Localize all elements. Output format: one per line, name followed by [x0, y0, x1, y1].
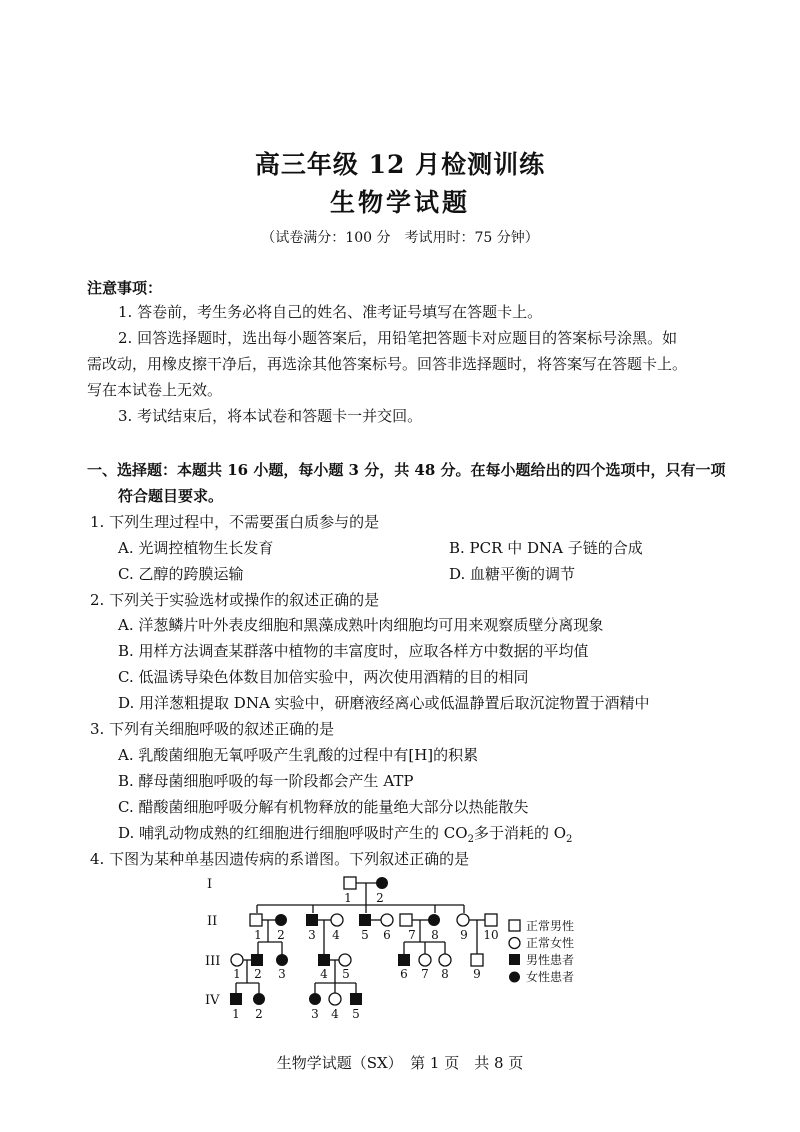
individual-number: 1 — [344, 891, 352, 905]
legend-normal-female: 正常女性 — [526, 936, 575, 950]
individual-number: 1 — [254, 928, 262, 942]
individual-number: 6 — [383, 928, 391, 942]
individual-number: 1 — [233, 967, 241, 981]
notice-item-2-line-2: 需改动，用橡皮擦干净后，再选涂其他答案标号。回答非选择题时，将答案写在答题卡上。 — [87, 355, 688, 373]
individual-number: 5 — [361, 928, 369, 942]
individual-number: 5 — [352, 1007, 360, 1021]
notice-item-3: 3. 考试结束后，将本试卷和答题卡一并交回。 — [118, 407, 423, 425]
individual-number: 2 — [277, 928, 285, 942]
question-4-stem: 4. 下图为某种单基因遗传病的系谱图。下列叙述正确的是 — [90, 850, 470, 868]
individual-number: 10 — [483, 928, 499, 942]
individual-number: 2 — [255, 1007, 263, 1021]
legend-affected-female: 女性患者 — [526, 970, 575, 984]
individual-number: 2 — [254, 967, 262, 981]
individual-number: 4 — [320, 967, 328, 981]
question-3-option-d: D. 哺乳动物成熟的红细胞进行细胞呼吸时产生的 $CO_2$多于消耗的 $O_2$ — [118, 824, 573, 845]
individual-number: 6 — [400, 967, 408, 981]
question-3-option-c: C. 醋酸菌细胞呼吸分解有机物释放的能量绝大部分以热能散失 — [118, 798, 529, 816]
generation-label: IV — [205, 993, 220, 1008]
question-3-option-b: B. 酵母菌细胞呼吸的每一阶段都会产生 ATP — [118, 772, 414, 790]
notice-item-2-line-1: 2. 回答选择题时，选出每小题答案后，用铅笔把答题卡对应题目的答案标号涂黑。如 — [118, 329, 678, 347]
individual-number: 8 — [441, 967, 449, 981]
section-heading-line-2: 符合题目要求。 — [118, 487, 224, 505]
individual-number: 5 — [342, 967, 350, 981]
notice-item-1: 1. 答卷前，考生务必将自己的姓名、准考证号填写在答题卡上。 — [118, 303, 543, 321]
exam-meta: （试卷满分：100 分 考试用时：75 分钟） — [261, 230, 539, 246]
individual-number: 1 — [232, 1007, 240, 1021]
individual-number: 3 — [308, 928, 316, 942]
individual-number: 4 — [331, 1007, 339, 1021]
section-heading-line-1: 一、选择题：本题共 16 小题，每小题 3 分，共 48 分。在每小题给出的四个选项中，只有一项 — [87, 461, 726, 479]
question-3-stem: 3. 下列有关细胞呼吸的叙述正确的是 — [90, 720, 335, 738]
question-3-option-a: A. 乳酸菌细胞无氧呼吸产生乳酸的过程中有[H]的积累 — [118, 746, 479, 764]
legend-affected-male: 男性患者 — [526, 953, 575, 967]
question-1-stem: 1. 下列生理过程中，不需要蛋白质参与的是 — [90, 513, 380, 531]
subject-title: 生物学试题 — [329, 188, 470, 217]
individual-number: 3 — [278, 967, 286, 981]
individual-number: 3 — [311, 1007, 319, 1021]
question-2-option-b: B. 用样方法调查某群落中植物的丰富度时，应取各样方中数据的平均值 — [118, 642, 589, 660]
question-1-option-b: B. PCR 中 DNA 子链的合成 — [449, 539, 643, 557]
notice-heading: 注意事项： — [87, 279, 163, 297]
individual-number: 9 — [473, 967, 481, 981]
legend-normal-male: 正常男性 — [526, 919, 575, 933]
individual-number: 2 — [376, 891, 384, 905]
individual-number: 4 — [332, 928, 340, 942]
notice-item-2-line-3: 写在本试卷上无效。 — [87, 381, 223, 399]
question-2-option-c: C. 低温诱导染色体数目加倍实验中，两次使用酒精的目的相同 — [118, 668, 529, 686]
question-1-option-c: C. 乙醇的跨膜运输 — [118, 565, 244, 583]
question-2-stem: 2. 下列关于实验选材或操作的叙述正确的是 — [90, 591, 380, 609]
generation-label: II — [207, 914, 218, 929]
individual-number: 9 — [460, 928, 468, 942]
page-footer: 生物学试题（SX） 第 1 页 共 8 页 — [276, 1054, 524, 1072]
generation-label: I — [207, 877, 213, 892]
individual-number: 7 — [421, 967, 429, 981]
question-2-option-a: A. 洋葱鳞片叶外表皮细胞和黑藻成熟叶肉细胞均可用来观察质壁分离现象 — [118, 616, 604, 634]
question-2-option-d: D. 用洋葱粗提取 DNA 实验中，研磨液经离心或低温静置后取沉淀物置于酒精中 — [118, 694, 650, 712]
individual-number: 7 — [408, 928, 416, 942]
question-1-option-d: D. 血糖平衡的调节 — [449, 565, 576, 583]
exam-title: 高三年级 12 月检测训练 — [254, 150, 546, 179]
generation-label: III — [205, 954, 221, 969]
individual-number: 8 — [431, 928, 439, 942]
question-1-option-a: A. 光调控植物生长发育 — [118, 539, 274, 557]
